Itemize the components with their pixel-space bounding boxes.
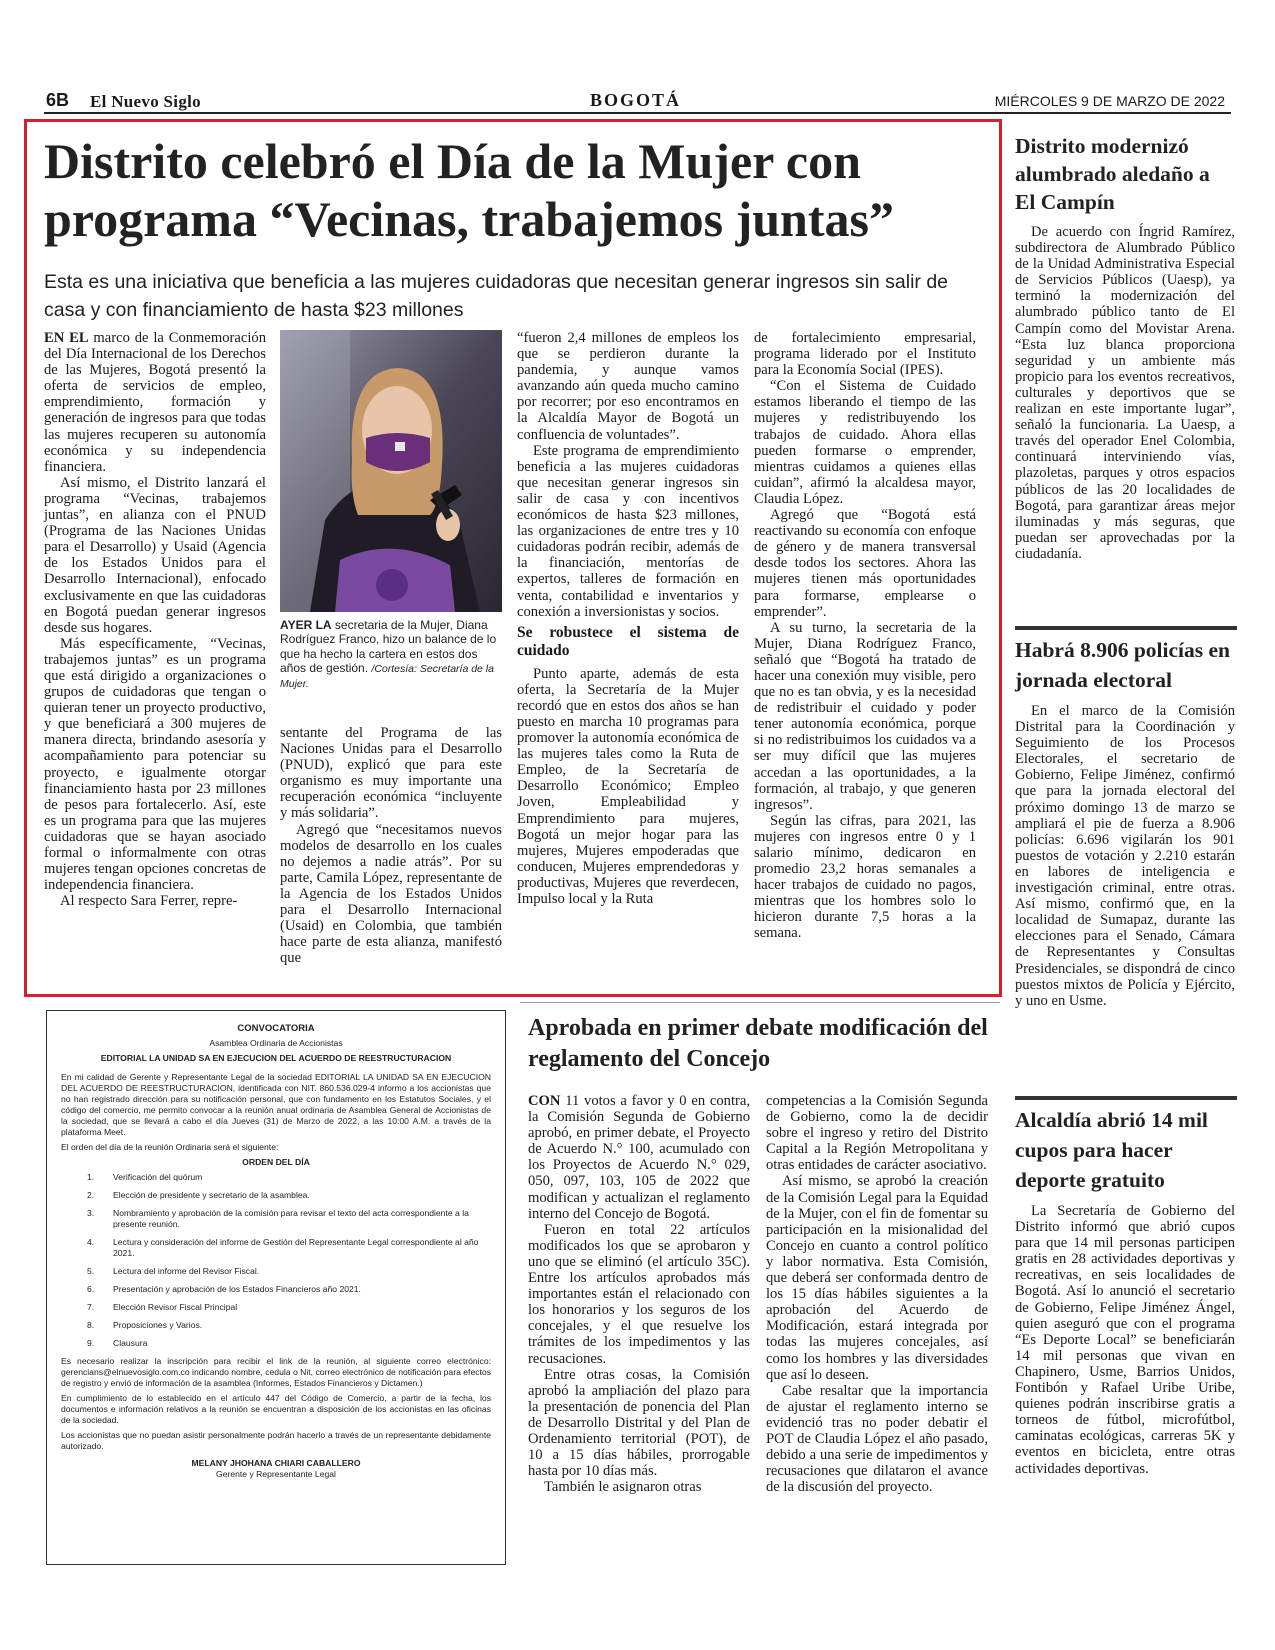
- agenda-item: 4. Lectura y consideración del informe de Gestión del Representante Legal correspondiente al año 2021.: [87, 1237, 479, 1258]
- main-article-paragraph: Este programa de emprendimiento beneficia a las mujeres cuidadoras que necesitan generar ingresos sin salir de casa y con incentivos económicos de hasta $23 millones, las organizaciones de entre tres y 10 cuidadoras podrán recibir, además de la financiación, mentorías de expertos, talleres de formación en venta, contabilidad e inventarios y conexión a inversionistas y socios.: [517, 442, 739, 620]
- notice-paragraph: El orden del día de la reunión Ordinaria será el siguiente:: [61, 1142, 279, 1152]
- article-photo-secretary: [280, 330, 502, 612]
- concejo-article-column-1: [528, 1093, 750, 1495]
- section-subheading: Se robustece el sistema de cuidado: [517, 623, 739, 659]
- sidebar-article-body: En el marco de la Comisión Distrital para la Coordinación y Seguimiento de los Procesos Electorales, el secretario de Gobierno, Felipe Jiménez, confirmó que para la jornada electoral del próximo domingo 13 de marzo se ampliará el pie de fuerza a 8.906 policías: 6.696 vigilarán los 901 puestos de votación y 2.210 estarán en labores de inteligencia e investigación criminal, entre otras. Así mismo, confirmó que, en la localidad de Sumapaz, durante las elecciones para el Senado, Cámara de Representantes y Consultas Presidenciales, se dispondrá de cinco puestos mixtos de Policía y Ejército, y uno en Usme.: [1015, 703, 1235, 1009]
- main-article-paragraph: Así mismo, el Distrito lanzará el programa “Vecinas, trabajemos juntas”, en alianza con el PNUD (Programa de las Naciones Unidas para el Desarrollo) y Usaid (Agencia de los Estados Unidos para el Desarrollo Internacional), enfocado exclusivamente en que las cuidadoras en Bogotá puedan generar ingresos desde sus hogares.: [44, 474, 266, 636]
- concejo-article-column-2: [766, 1093, 988, 1495]
- main-article-paragraph: A su turno, la secretaria de la Mujer, Diana Rodríguez Franco, señaló que “Bogotá ha tratado de hacer una conexión muy visible, pero que no es tan obvia, y es la necesidad de redistribuir el cuidado y poder tener autonomía económica, porque si no redistribuimos los cuidados va a ser muy difícil que las mujeres accedan a las oportunidades, a la formación, al trabajo, y que generen ingresos”.: [754, 619, 976, 813]
- sidebar-article-title: Habrá 8.906 policías en jornada electoral: [1015, 638, 1231, 692]
- sidebar-article-deporte: [1015, 1105, 1235, 1477]
- main-article-column-2: [280, 725, 502, 966]
- concejo-article-title: Aprobada en primer debate modificación del reglamento del Concejo: [528, 1015, 988, 1072]
- notice-paragraph: Es necesario realizar la inscripción para recibir el link de la reunión, al siguiente correo electrónico: gerencians@elnuevosiglo.com.co indicando nombre, cedula o Nit, correo electrónico de notificación para efectos de registro y envió de información de la asamblea (Informes, Estados Financieros y Dictamen.): [61, 1356, 491, 1388]
- agenda-item: 7. Elección Revisor Fiscal Principal: [87, 1302, 238, 1312]
- sidebar-article-policias: [1015, 635, 1235, 1009]
- main-article-paragraph: de fortalecimiento empresarial, programa liderado por el Instituto para la Economía Social (IPES).: [754, 330, 976, 379]
- concejo-article-paragraph: También le asignaron otras: [544, 1479, 702, 1496]
- agenda-heading: ORDEN DEL DÍA: [242, 1157, 310, 1167]
- main-article-paragraph: Agregó que “necesitamos nuevos modelos de desarrollo en los cuales no dejemos a nadie atrás”. Por su parte, Camila López, representante de la Agencia de los Estados Unidos para el Desarrollo Internacional (Usaid) en Colombia, que también hace parte de esta alianza, manifestó que: [280, 821, 502, 967]
- main-article-subtitle: Esta es una iniciativa que beneficia a las mujeres cuidadoras que necesitan generar ingresos sin salir de casa y con financiamiento de hasta $23 millones: [44, 271, 949, 321]
- agenda-item: 6. Presentación y aprobación de los Estados Financieros año 2021.: [87, 1284, 361, 1294]
- notice-paragraph: En mi calidad de Gerente y Representante Legal de la sociedad EDITORIAL LA UNIDAD SA EN EJECUCION DEL ACUERDO DE REESTRUCTURACION, identificada con NIT. 860.536.029-4 informo a los accionistas que no han registrado dirección para su notificación personal, que con fundamento en los Estatutos Sociales, y el código del comercio, me permito convocar a la reunión anual ordinaria de Asamblea General de Accionistas de la sociedad, que se llevará a cabo el día Jueves (31) de Marzo de 2022, a las 10:00 A.M. a través de la plataforma Meet.: [61, 1072, 491, 1137]
- sidebar-divider: [1015, 1096, 1237, 1100]
- newspaper-name: El Nuevo Siglo: [90, 92, 201, 111]
- notice-subtitle: Asamblea Ordinaria de Accionistas: [209, 1038, 343, 1048]
- sidebar-article-alumbrado: [1015, 132, 1235, 562]
- caption-lead: AYER LA: [280, 618, 332, 632]
- main-article-paragraph: Según las cifras, para 2021, las mujeres con ingresos entre 0 y 1 salario mínimo, dedicaron en promedio 23,2 horas semanales a hacer trabajos de cuidado no pagos, mientras que los hombres solo lo hicieron durante 7,5 horas a la semana.: [754, 812, 976, 942]
- main-article-paragraph: EN EL marco de la Conmemoración del Día Internacional de los Derechos de las Mujeres, Bogotá presentó la oferta de servicios de empleo, emprendimiento, formación y generación de ingresos para que todas las mujeres recuperen su autonomía económica y su independencia financiera.: [44, 330, 266, 475]
- issue-date: MIÉRCOLES 9 DE MARZO DE 2022: [994, 93, 1225, 109]
- header-rule: [44, 112, 1231, 114]
- notice-paragraph: En cumplimiento de lo establecido en el artículo 447 del Código de Comercio, a partir de la fecha, los documentos e información relativos a la reunión se encuentran a disposición de los accionistas en las oficinas de la sociedad.: [61, 1393, 491, 1425]
- lead-words: EN EL: [44, 330, 89, 346]
- article-divider: [520, 1002, 1000, 1003]
- photo-credit: /Cortesía: Secretaría de la Mujer.: [280, 662, 494, 691]
- notice-company: EDITORIAL LA UNIDAD SA EN EJECUCION DEL ACUERDO DE REESTRUCTURACION: [100, 1053, 452, 1063]
- main-article-column-1: [44, 330, 266, 909]
- sidebar-article-title: Alcaldía abrió 14 mil cupos para hacer deporte gratuito: [1015, 1108, 1208, 1192]
- main-article-paragraph: Agregó que “Bogotá está reactivando su economía con enfoque de género y de manera transversal desde todos los sectores. Ahora las mujeres tienen más oportunidades para formarse, emplearse o emprender”.: [754, 507, 976, 620]
- main-article-column-3: [517, 330, 739, 907]
- signatory-title: Gerente y Representante Legal: [216, 1469, 336, 1479]
- agenda-list: [87, 1172, 491, 1349]
- main-article-column-4: [754, 330, 976, 942]
- main-article-paragraph: “fueron 2,4 millones de empleos los que se perdieron durante la pandemia, y aunque vamos avanzando aún queda mucho camino por recorrer; por eso encontramos en la Alcaldía Mayor de Bogotá un confluencia de voluntades”.: [517, 330, 739, 443]
- legal-notice-convocatoria: [46, 1010, 506, 1565]
- concejo-article-paragraph: Así mismo, se aprobó la creación de la Comisión Legal para la Equidad de la Mujer, con el fin de fomentar su participación en la misionalidad del Concejo en cuanto a control político y labor normativa. Esta Comisión, que deberá ser conformada dentro de los 15 días hábiles siguientes a la aprobación del Acuerdo de Modificación, estará integrada por todas las mujeres concejales, así como los hombres y las diversidades que así lo deseen.: [766, 1173, 988, 1383]
- agenda-item: 8. Proposiciones y Varios.: [87, 1320, 203, 1330]
- main-article-paragraph: sentante del Programa de las Naciones Unidas para el Desarrollo (PNUD), explicó que para este organismo es muy importante una recuperación económica “incluyente y más solidaria”.: [280, 725, 502, 822]
- main-article-paragraph: Más específicamente, “Vecinas, trabajemos juntas” es un programa que está dirigido a organizaciones o grupos de cuidadoras que tengan o quieran tener un proyecto productivo, y que beneficiará a 300 mujeres de manera directa, brindando asesoría y acompañamiento para potenciar su proyecto, e igualmente otorgar financiamiento hasta por 23 millones de pesos para fortalecerlo. Así, este es un programa para que las mujeres cuidadoras que se hayan asociado formal o informalmente con otras mujeres tengan opciones concretas de independencia financiera.: [44, 635, 266, 894]
- main-article-paragraph: Punto aparte, además de esta oferta, la Secretaría de la Mujer recordó que en estos dos años se han puesto en marcha 10 programas para promover la autonomía económica de las mujeres tales como la Ruta de Empleo, de la Secretaría de Desarrollo Económico; Empleo Joven, Empleabilidad y Emprendimiento para mujeres, Bogotá un mejor hogar para las mujeres, Mujeres empoderadas que conducen, Mujeres emprendedoras y productivas, Mujeres que reverdecen, Impulso local y la Ruta: [517, 665, 739, 907]
- sidebar-article-title: Distrito modernizó alumbrado aledaño a El Campín: [1015, 134, 1210, 214]
- notice-paragraph: Los accionistas que no puedan asistir personalmente podrán hacerlo a través de un representante debidamente autorizado.: [61, 1430, 491, 1451]
- notice-title: CONVOCATORIA: [237, 1023, 315, 1034]
- concejo-article-paragraph: Fueron en total 22 artículos modificados los que se aprobaron y uno que se eliminó (el artículo 35C). Entre los artículos aprobados más importantes están el relacionado con los honorarios y los seguros de los concejales, y el que resuelve los trámites de los impedimentos y las recusaciones.: [528, 1221, 750, 1367]
- concejo-article-paragraph: CON 11 votos a favor y 0 en contra, la Comisión Segunda de Gobierno aprobó, en primer debate, el Proyecto de Acuerdo N.° 100, acumulado con los Proyectos de Acuerdo N.° 029, 050, 097, 103, 105 de 2022 que modifican y actualizan el reglamento interno del Concejo de Bogotá.: [528, 1093, 750, 1222]
- agenda-item: 1. Verificación del quórum: [87, 1172, 203, 1182]
- sidebar-divider: [1015, 626, 1237, 630]
- sidebar-article-body: La Secretaría de Gobierno del Distrito informó que abrió cupos para que 14 mil personas participen gratis en 28 actividades deportivas y recreativas, en seis localidades de Bogotá. Así lo anunció el secretario de Gobierno, Felipe Jiménez Ángel, quien aseguró que con el programa “Es Deporte Local” se beneficiarán 14 mil personas que vivan en Chapinero, Usme, Barrios Unidos, Fontibón y Rafael Uribe Uribe, quienes podrán inscribirse gratis a torneos de fútbol, microfútbol, caminatas ecológicas, carreras 5K y eventos en bicicleta, entre otras actividades deportivas.: [1015, 1203, 1235, 1477]
- sidebar-article-body: De acuerdo con Íngrid Ramírez, subdirectora de Alumbrado Público de la Unidad Administrativa Especial de Servicios Públicos (Uaesp), ya terminó la modernización del alumbrado público tanto de El Campín como del Movistar Arena. “Esta luz blanca proporciona seguridad y un ambiente más propicio para los eventos recreativos, culturales y deportivos que se realizan en este importante lugar”, señaló la funcionaria. La Uaesp, a través del operador Enel Colombia, continuará interviniendo vías, plazoletas, parques y otros espacios públicos de las 20 localidades de Bogotá, para garantizar áreas mejor iluminadas y más seguras, que puedan ser aprovechadas por la ciudadanía.: [1015, 224, 1235, 562]
- signatory-name: MELANY JHOHANA CHIARI CABALLERO: [191, 1458, 361, 1468]
- agenda-item: 5. Lectura del informe del Revisor Fiscal.: [87, 1266, 260, 1276]
- agenda-item: 2. Elección de presidente y secretario de la asamblea.: [87, 1190, 310, 1200]
- main-article-title: Distrito celebró el Día de la Mujer con programa “Vecinas, trabajemos juntas”: [44, 133, 894, 247]
- agenda-item: 3. Nombramiento y aprobación de la comisión para revisar el texto del acta correspondiente a la presente reunión.: [87, 1208, 469, 1229]
- photo-illustration: [280, 330, 502, 612]
- page-number: 6B: [46, 90, 70, 110]
- main-article-paragraph: Al respecto Sara Ferrer, repre-: [60, 893, 238, 910]
- lead-words: CON: [528, 1093, 561, 1109]
- concejo-article-paragraph: Cabe resaltar que la importancia de ajustar el reglamento interno se evidenció tras no poder debatir el POT de Claudia López el año pasado, debido a una serie de impedimentos y recusaciones que dilataron el avance de la discusión del proyecto.: [766, 1382, 988, 1496]
- concejo-article-paragraph: competencias a la Comisión Segunda de Gobierno, como la de decidir sobre el ingreso y retiro del Distrito Capital a la Región Metropolitana y otras entidades de carácter asociativo.: [766, 1093, 988, 1174]
- photo-caption: AYER LA secretaria de la Mujer, Diana Rodríguez Franco, hizo un balance de lo que ha hecho la cartera en estos dos años de gestión. /Cortesía: Secretaría de la Mujer.: [280, 618, 497, 691]
- section-name: BOGOTÁ: [590, 90, 682, 110]
- agenda-item: 9. Clausura: [87, 1338, 148, 1348]
- concejo-article-paragraph: Entre otras cosas, la Comisión aprobó la ampliación del plazo para la presentación de ponencia del Plan de Desarrollo Distrital y del Plan de Ordenamiento territorial (POT), de 10 a 15 días hábiles, prorrogable hasta por 10 días más.: [528, 1366, 750, 1480]
- main-article-paragraph: “Con el Sistema de Cuidado estamos liberando el tiempo de las mujeres y redistribuyendo los trabajos de cuidado. Ahora ellas pueden formarse o emprender, mientras cuidamos a quienes ellas cuidan”, afirmó la alcaldesa mayor, Claudia López.: [754, 378, 976, 507]
